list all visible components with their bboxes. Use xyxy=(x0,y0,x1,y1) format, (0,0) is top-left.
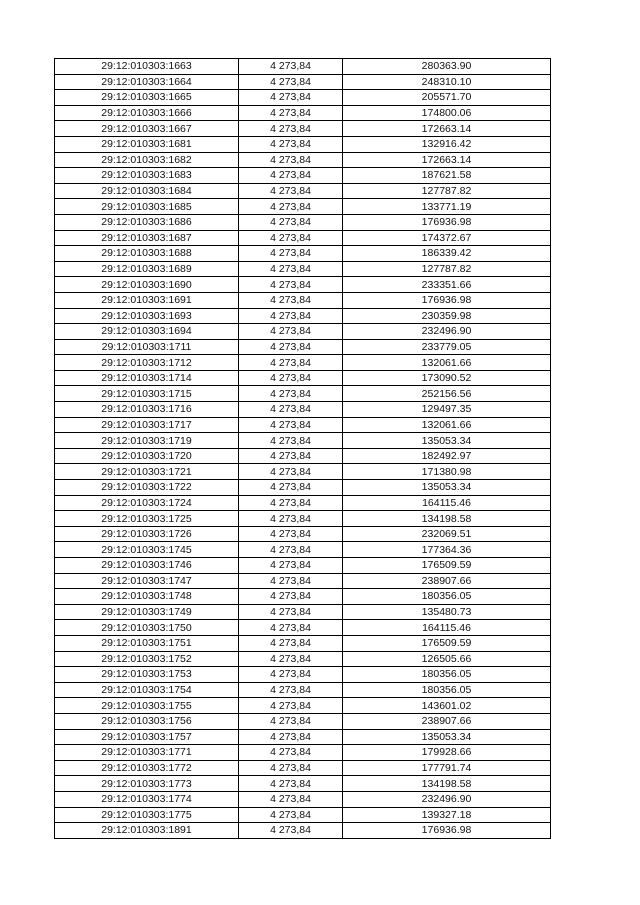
cadastral-number-cell: 29:12:010303:1748 xyxy=(55,589,239,605)
cadastral-number-cell: 29:12:010303:1722 xyxy=(55,480,239,496)
table-row xyxy=(55,589,551,605)
value-cell: 233351.66 xyxy=(343,277,551,293)
cadastral-number-cell: 29:12:010303:1694 xyxy=(55,324,239,340)
cadastral-number-cell: 29:12:010303:1717 xyxy=(55,417,239,433)
cadastral-number-cell: 29:12:010303:1711 xyxy=(55,339,239,355)
value-cell: 164115.46 xyxy=(343,620,551,636)
value-cell: 187621.58 xyxy=(343,168,551,184)
value-cell: 232069.51 xyxy=(343,526,551,542)
table-row xyxy=(55,651,551,667)
value-cell: 174372.67 xyxy=(343,230,551,246)
value-cell: 176936.98 xyxy=(343,292,551,308)
rate-cell: 4 273,84 xyxy=(239,573,343,589)
cadastral-number-cell: 29:12:010303:1689 xyxy=(55,261,239,277)
table-row xyxy=(55,277,551,293)
cadastral-number-cell: 29:12:010303:1750 xyxy=(55,620,239,636)
cadastral-number-cell: 29:12:010303:1754 xyxy=(55,682,239,698)
cadastral-number-cell: 29:12:010303:1681 xyxy=(55,136,239,152)
table-row xyxy=(55,355,551,371)
cadastral-number-cell: 29:12:010303:1683 xyxy=(55,168,239,184)
table-row xyxy=(55,292,551,308)
table-row xyxy=(55,480,551,496)
table-row xyxy=(55,136,551,152)
rate-cell: 4 273,84 xyxy=(239,526,343,542)
table-row xyxy=(55,199,551,215)
value-cell: 252156.56 xyxy=(343,386,551,402)
cadastral-number-cell: 29:12:010303:1714 xyxy=(55,370,239,386)
value-cell: 180356.05 xyxy=(343,589,551,605)
rate-cell: 4 273,84 xyxy=(239,339,343,355)
value-cell: 171380.98 xyxy=(343,464,551,480)
rate-cell: 4 273,84 xyxy=(239,59,343,75)
table-row xyxy=(55,386,551,402)
cadastral-number-cell: 29:12:010303:1688 xyxy=(55,246,239,262)
table-row xyxy=(55,620,551,636)
value-cell: 172663.14 xyxy=(343,152,551,168)
rate-cell: 4 273,84 xyxy=(239,168,343,184)
value-cell: 182492.97 xyxy=(343,448,551,464)
cadastral-number-cell: 29:12:010303:1666 xyxy=(55,105,239,121)
rate-cell: 4 273,84 xyxy=(239,729,343,745)
rate-cell: 4 273,84 xyxy=(239,355,343,371)
table-row xyxy=(55,246,551,262)
table-row xyxy=(55,168,551,184)
rate-cell: 4 273,84 xyxy=(239,698,343,714)
table-row xyxy=(55,433,551,449)
value-cell: 177791.74 xyxy=(343,760,551,776)
table-row xyxy=(55,745,551,761)
cadastral-number-cell: 29:12:010303:1775 xyxy=(55,807,239,823)
rate-cell: 4 273,84 xyxy=(239,589,343,605)
value-cell: 135053.34 xyxy=(343,433,551,449)
value-cell: 180356.05 xyxy=(343,667,551,683)
cadastral-number-cell: 29:12:010303:1719 xyxy=(55,433,239,449)
cadastral-number-cell: 29:12:010303:1753 xyxy=(55,667,239,683)
table-row xyxy=(55,121,551,137)
cadastral-number-cell: 29:12:010303:1756 xyxy=(55,713,239,729)
cadastral-number-cell: 29:12:010303:1691 xyxy=(55,292,239,308)
cadastral-number-cell: 29:12:010303:1684 xyxy=(55,183,239,199)
cadastral-number-cell: 29:12:010303:1716 xyxy=(55,402,239,418)
table-row xyxy=(55,152,551,168)
value-cell: 180356.05 xyxy=(343,682,551,698)
table-row xyxy=(55,729,551,745)
cadastral-number-cell: 29:12:010303:1685 xyxy=(55,199,239,215)
value-cell: 133771.19 xyxy=(343,199,551,215)
rate-cell: 4 273,84 xyxy=(239,136,343,152)
table-row xyxy=(55,511,551,527)
table-row xyxy=(55,214,551,230)
rate-cell: 4 273,84 xyxy=(239,713,343,729)
cadastral-number-cell: 29:12:010303:1725 xyxy=(55,511,239,527)
cadastral-number-cell: 29:12:010303:1773 xyxy=(55,776,239,792)
value-cell: 126505.66 xyxy=(343,651,551,667)
rate-cell: 4 273,84 xyxy=(239,542,343,558)
table-row xyxy=(55,807,551,823)
cadastral-number-cell: 29:12:010303:1771 xyxy=(55,745,239,761)
value-cell: 238907.66 xyxy=(343,713,551,729)
value-cell: 135053.34 xyxy=(343,480,551,496)
cadastral-number-cell: 29:12:010303:1687 xyxy=(55,230,239,246)
value-cell: 176936.98 xyxy=(343,214,551,230)
value-cell: 135480.73 xyxy=(343,604,551,620)
rate-cell: 4 273,84 xyxy=(239,480,343,496)
cadastral-number-cell: 29:12:010303:1664 xyxy=(55,74,239,90)
rate-cell: 4 273,84 xyxy=(239,635,343,651)
value-cell: 177364.36 xyxy=(343,542,551,558)
table-row xyxy=(55,261,551,277)
rate-cell: 4 273,84 xyxy=(239,105,343,121)
rate-cell: 4 273,84 xyxy=(239,433,343,449)
value-cell: 143601.02 xyxy=(343,698,551,714)
value-cell: 233779.05 xyxy=(343,339,551,355)
table-body xyxy=(55,59,551,839)
rate-cell: 4 273,84 xyxy=(239,807,343,823)
value-cell: 238907.66 xyxy=(343,573,551,589)
cadastral-number-cell: 29:12:010303:1726 xyxy=(55,526,239,542)
cadastral-number-cell: 29:12:010303:1665 xyxy=(55,90,239,106)
cadastral-number-cell: 29:12:010303:1891 xyxy=(55,823,239,839)
value-cell: 205571.70 xyxy=(343,90,551,106)
cadastral-number-cell: 29:12:010303:1720 xyxy=(55,448,239,464)
value-cell: 132916.42 xyxy=(343,136,551,152)
value-cell: 134198.58 xyxy=(343,776,551,792)
rate-cell: 4 273,84 xyxy=(239,261,343,277)
rate-cell: 4 273,84 xyxy=(239,402,343,418)
table-row xyxy=(55,495,551,511)
rate-cell: 4 273,84 xyxy=(239,511,343,527)
table-row xyxy=(55,370,551,386)
cadastral-number-cell: 29:12:010303:1745 xyxy=(55,542,239,558)
table-row xyxy=(55,542,551,558)
rate-cell: 4 273,84 xyxy=(239,246,343,262)
value-cell: 173090.52 xyxy=(343,370,551,386)
table-row xyxy=(55,74,551,90)
table-row xyxy=(55,667,551,683)
value-cell: 129497.35 xyxy=(343,402,551,418)
value-cell: 176936.98 xyxy=(343,823,551,839)
cadastral-number-cell: 29:12:010303:1690 xyxy=(55,277,239,293)
cadastral-number-cell: 29:12:010303:1772 xyxy=(55,760,239,776)
cadastral-number-cell: 29:12:010303:1774 xyxy=(55,791,239,807)
value-cell: 176509.59 xyxy=(343,635,551,651)
rate-cell: 4 273,84 xyxy=(239,90,343,106)
rate-cell: 4 273,84 xyxy=(239,620,343,636)
table-row xyxy=(55,308,551,324)
rate-cell: 4 273,84 xyxy=(239,604,343,620)
value-cell: 134198.58 xyxy=(343,511,551,527)
cadastral-number-cell: 29:12:010303:1724 xyxy=(55,495,239,511)
table-row xyxy=(55,417,551,433)
table-row xyxy=(55,324,551,340)
value-cell: 179928.66 xyxy=(343,745,551,761)
cadastral-number-cell: 29:12:010303:1747 xyxy=(55,573,239,589)
value-cell: 232496.90 xyxy=(343,791,551,807)
value-cell: 172663.14 xyxy=(343,121,551,137)
rate-cell: 4 273,84 xyxy=(239,199,343,215)
rate-cell: 4 273,84 xyxy=(239,230,343,246)
value-cell: 186339.42 xyxy=(343,246,551,262)
table-row xyxy=(55,823,551,839)
table-row xyxy=(55,791,551,807)
rate-cell: 4 273,84 xyxy=(239,370,343,386)
cadastral-number-cell: 29:12:010303:1721 xyxy=(55,464,239,480)
rate-cell: 4 273,84 xyxy=(239,667,343,683)
table-row xyxy=(55,230,551,246)
value-cell: 164115.46 xyxy=(343,495,551,511)
cadastral-number-cell: 29:12:010303:1746 xyxy=(55,558,239,574)
table-row xyxy=(55,402,551,418)
document-table-container xyxy=(54,58,550,839)
cadastral-number-cell: 29:12:010303:1715 xyxy=(55,386,239,402)
rate-cell: 4 273,84 xyxy=(239,448,343,464)
table-row xyxy=(55,573,551,589)
table-row xyxy=(55,90,551,106)
rate-cell: 4 273,84 xyxy=(239,558,343,574)
cadastral-number-cell: 29:12:010303:1755 xyxy=(55,698,239,714)
table-row xyxy=(55,604,551,620)
rate-cell: 4 273,84 xyxy=(239,464,343,480)
cadastral-number-cell: 29:12:010303:1663 xyxy=(55,59,239,75)
rate-cell: 4 273,84 xyxy=(239,74,343,90)
value-cell: 176509.59 xyxy=(343,558,551,574)
rate-cell: 4 273,84 xyxy=(239,214,343,230)
table-row xyxy=(55,448,551,464)
cadastral-number-cell: 29:12:010303:1751 xyxy=(55,635,239,651)
rate-cell: 4 273,84 xyxy=(239,495,343,511)
rate-cell: 4 273,84 xyxy=(239,417,343,433)
value-cell: 230359.98 xyxy=(343,308,551,324)
table-row xyxy=(55,59,551,75)
cadastral-number-cell: 29:12:010303:1667 xyxy=(55,121,239,137)
rate-cell: 4 273,84 xyxy=(239,823,343,839)
value-cell: 280363.90 xyxy=(343,59,551,75)
value-cell: 127787.82 xyxy=(343,261,551,277)
cadastral-number-cell: 29:12:010303:1693 xyxy=(55,308,239,324)
rate-cell: 4 273,84 xyxy=(239,292,343,308)
rate-cell: 4 273,84 xyxy=(239,308,343,324)
rate-cell: 4 273,84 xyxy=(239,776,343,792)
value-cell: 132061.66 xyxy=(343,355,551,371)
table-row xyxy=(55,339,551,355)
rate-cell: 4 273,84 xyxy=(239,183,343,199)
table-row xyxy=(55,526,551,542)
rate-cell: 4 273,84 xyxy=(239,277,343,293)
rate-cell: 4 273,84 xyxy=(239,682,343,698)
value-cell: 127787.82 xyxy=(343,183,551,199)
value-cell: 174800.06 xyxy=(343,105,551,121)
rate-cell: 4 273,84 xyxy=(239,324,343,340)
cadastral-number-cell: 29:12:010303:1712 xyxy=(55,355,239,371)
table-row xyxy=(55,698,551,714)
table-row xyxy=(55,105,551,121)
cadastral-number-cell: 29:12:010303:1686 xyxy=(55,214,239,230)
value-cell: 248310.10 xyxy=(343,74,551,90)
value-cell: 132061.66 xyxy=(343,417,551,433)
table-row xyxy=(55,682,551,698)
table-row xyxy=(55,464,551,480)
table-row xyxy=(55,183,551,199)
table-row xyxy=(55,635,551,651)
value-cell: 139327.18 xyxy=(343,807,551,823)
cadastral-number-cell: 29:12:010303:1752 xyxy=(55,651,239,667)
value-cell: 232496.90 xyxy=(343,324,551,340)
value-cell: 135053.34 xyxy=(343,729,551,745)
cadastral-number-cell: 29:12:010303:1749 xyxy=(55,604,239,620)
table-row xyxy=(55,760,551,776)
table-row xyxy=(55,713,551,729)
rate-cell: 4 273,84 xyxy=(239,121,343,137)
table-row xyxy=(55,558,551,574)
cadastral-table xyxy=(54,58,551,839)
cadastral-number-cell: 29:12:010303:1682 xyxy=(55,152,239,168)
rate-cell: 4 273,84 xyxy=(239,651,343,667)
rate-cell: 4 273,84 xyxy=(239,386,343,402)
rate-cell: 4 273,84 xyxy=(239,791,343,807)
rate-cell: 4 273,84 xyxy=(239,152,343,168)
rate-cell: 4 273,84 xyxy=(239,760,343,776)
table-row xyxy=(55,776,551,792)
rate-cell: 4 273,84 xyxy=(239,745,343,761)
cadastral-number-cell: 29:12:010303:1757 xyxy=(55,729,239,745)
